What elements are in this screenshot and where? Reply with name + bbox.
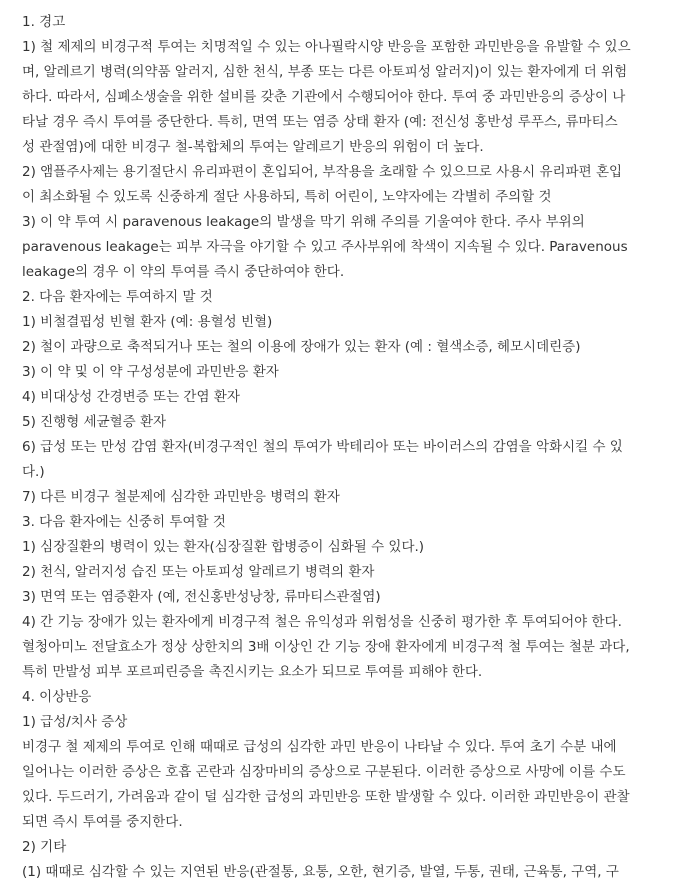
text-line: 비경구 철 제제의 투여로 인해 때때로 급성의 심각한 과민 반응이 나타날 수 있다. 투여 초기 수분 내에 (22, 739, 617, 755)
text-line: 이 최소화될 수 있도록 신중하게 절단 사용하되, 특히 어린이, 노약자에는 각별히 주의할 것 (22, 189, 552, 205)
text-line: 4) 비대상성 간경변증 또는 간염 환자 (22, 389, 240, 405)
text-line: 1) 철 제제의 비경구적 투여는 치명적일 수 있는 아나필락시양 반응을 포함한 과민반응을 유발할 수 있으 (22, 39, 631, 55)
text-line: 3) 이 약 및 이 약 구성성분에 과민반응 환자 (22, 364, 279, 380)
text-line: 6) 급성 또는 만성 감염 환자(비경구적인 철의 투여가 박테리아 또는 바이러스의 감염을 악화시킬 수 있 (22, 439, 623, 455)
text-line: leakage의 경우 이 약의 투여를 즉시 중단하여야 한다. (22, 264, 345, 280)
section-heading-warning: 1. 경고 (22, 14, 66, 30)
text-line: 되면 즉시 투여를 중지한다. (22, 814, 183, 830)
text-line: 성 관절염)에 대한 비경구 철-복합체의 투여는 알레르기 반응의 위험이 더 높다. (22, 139, 484, 155)
text-line: 2) 천식, 알러지성 습진 또는 아토피성 알레르기 병력의 환자 (22, 564, 375, 580)
text-line: 3) 면역 또는 염증환자 (예, 전신홍반성낭창, 류마티스관절염) (22, 589, 381, 605)
section-heading-adverse-reactions: 4. 이상반응 (22, 689, 92, 705)
text-line: 2) 기타 (22, 839, 67, 855)
text-line: (1) 때때로 심각할 수 있는 지연된 반응(관절통, 요통, 오한, 현기증, 발열, 두통, 권태, 근육통, 구역, 구 (22, 864, 619, 880)
text-line: 1) 급성/치사 증상 (22, 714, 128, 730)
text-line: 혈청아미노 전달효소가 정상 상한치의 3배 이상인 간 기능 장애 환자에게 비경구적 철 투여는 철분 과다, (22, 639, 630, 655)
text-line: 1) 비철결핍성 빈혈 환자 (예: 용혈성 빈혈) (22, 314, 273, 330)
section-heading-contraindications: 2. 다음 환자에는 투여하지 말 것 (22, 289, 213, 305)
text-line: 있다. 두드러기, 가려움과 같이 덜 심각한 급성의 과민반응 또한 발생할 수 있다. 이러한 과민반응이 관찰 (22, 789, 630, 805)
text-line: 다.) (22, 464, 45, 480)
text-line: 7) 다른 비경구 철분제에 심각한 과민반응 병력의 환자 (22, 489, 340, 505)
text-line: paravenous leakage는 피부 자극을 야기할 수 있고 주사부위에 착색이 지속될 수 있다. Paravenous (22, 239, 628, 255)
text-line: 일어나는 이러한 증상은 호흡 곤란과 심장마비의 증상으로 구분된다. 이러한 증상으로 사망에 이를 수도 (22, 764, 626, 780)
text-line: 3) 이 약 투여 시 paravenous leakage의 발생을 막기 위해 주의를 기울여야 한다. 주사 부위의 (22, 214, 585, 230)
text-line: 며, 알레르기 병력(의약품 알러지, 심한 천식, 부종 또는 다른 아토피성 알러지)이 있는 환자에게 더 위험 (22, 64, 628, 80)
text-line: 1) 심장질환의 병력이 있는 환자(심장질환 합병증이 심화될 수 있다.) (22, 539, 425, 555)
text-line: 4) 간 기능 장애가 있는 환자에게 비경구적 철은 유익성과 위험성을 신중히 평가한 후 투여되어야 한다. (22, 614, 622, 630)
text-line: 하다. 따라서, 심폐소생술을 위한 설비를 갖춘 기관에서 수행되어야 한다. 투여 중 과민반응의 증상이 나 (22, 89, 626, 105)
text-line: 2) 철이 과량으로 축적되거나 또는 철의 이용에 장애가 있는 환자 (예 : 혈색소증, 헤모시데린증) (22, 339, 581, 355)
text-line: 2) 앰플주사제는 용기절단시 유리파편이 혼입되어, 부작용을 초래할 수 있으므로 사용시 유리파편 혼입 (22, 164, 623, 180)
text-line: 5) 진행형 세균혈증 환자 (22, 414, 167, 430)
section-heading-precautions: 3. 다음 환자에는 신중히 투여할 것 (22, 514, 226, 530)
text-line: 특히 만발성 피부 포르피린증을 촉진시키는 요소가 되므로 투여를 피해야 한다. (22, 664, 483, 680)
text-line: 타날 경우 즉시 투여를 중단한다. 특히, 면역 또는 염증 상태 환자 (예: 전신성 홍반성 루푸스, 류마티스 (22, 114, 618, 130)
